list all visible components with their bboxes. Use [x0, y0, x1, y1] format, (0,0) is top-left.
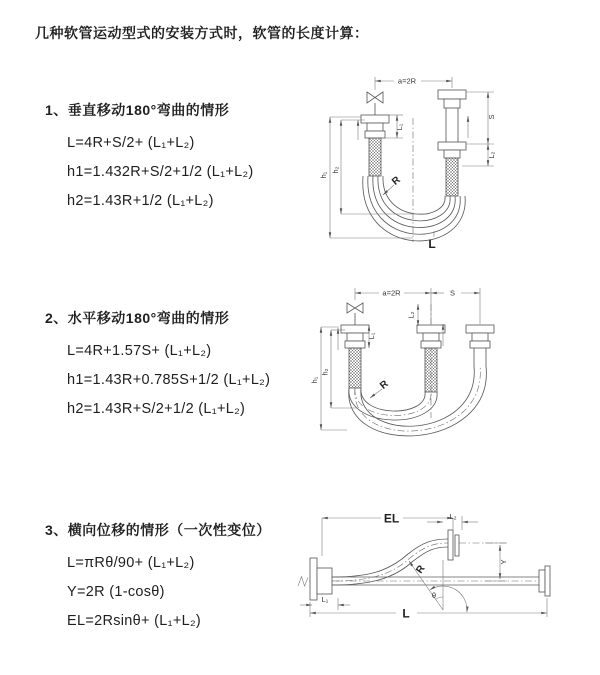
dimension-l-total — [310, 598, 547, 621]
dimension-y — [485, 543, 508, 581]
formula-line: L=4R+1.57S+ (L₁+L₂) — [67, 343, 212, 359]
dim-label-l2: L₂ — [487, 151, 496, 159]
displaced-hose-curve — [332, 539, 448, 585]
original-position-flange — [417, 325, 445, 392]
section-3-title: 横向位移的情形（一次性变位） — [67, 522, 271, 538]
dim-label-h2: h₂ — [331, 166, 340, 174]
dim-label-l2: L₂ — [406, 311, 416, 319]
formula-line: h1=1.432R+S/2+1/2 (L₁+L₂) — [67, 164, 254, 180]
dim-label-a2r: a=2R — [382, 288, 401, 298]
braided-hose-section — [349, 348, 361, 388]
dim-label-y: Y — [499, 559, 508, 565]
fixed-end-flange — [361, 92, 389, 176]
right-phantom-flange — [539, 566, 550, 596]
dim-label-l1: L₁ — [395, 123, 404, 131]
dim-label-theta: θ — [431, 591, 437, 600]
dimension-h1 — [310, 327, 347, 430]
section-2-title: 水平移动180°弯曲的情形 — [67, 310, 230, 326]
dimension-l2 — [407, 304, 419, 326]
dim-label-h1: h₁ — [319, 171, 328, 179]
section-2-formulas — [45, 337, 270, 424]
dimension-a2r — [375, 77, 452, 91]
dim-label-r: R — [390, 174, 403, 188]
fixed-end-flange — [341, 303, 369, 388]
diagram-horizontal-travel-loop — [303, 280, 600, 458]
dim-label-h2: h₂ — [320, 368, 330, 376]
dim-label-s: S — [487, 114, 496, 120]
braided-hose-section — [446, 158, 458, 196]
formula-line: EL=2Rsinθ+ (L₁+L₂) — [67, 613, 202, 629]
dim-label-el: EL — [383, 511, 400, 526]
dim-label-a2r: a=2R — [397, 76, 417, 86]
dimension-l2 — [427, 512, 478, 530]
upper-right-flange — [448, 530, 506, 560]
section-1-heading — [45, 100, 254, 120]
formula-line: h2=1.43R+1/2 (L₁+L₂) — [67, 193, 214, 209]
dimension-l1 — [300, 595, 350, 610]
dim-label-l2: L₂ — [449, 512, 457, 521]
formula-line: h1=1.43R+0.785S+1/2 (L₁+L₂) — [67, 372, 271, 388]
dimension-l2 — [462, 144, 496, 166]
dim-label-r: R — [378, 378, 391, 392]
diagram-vertical-travel-loop — [310, 70, 600, 265]
dimension-s — [431, 289, 480, 298]
section-2-number: 2、 — [45, 310, 68, 326]
valve-icon — [347, 303, 363, 313]
left-flange — [310, 558, 332, 600]
section-3 — [45, 520, 271, 636]
hose-loop-curves — [349, 366, 487, 436]
section-1-title: 垂直移动180°弯曲的情形 — [67, 102, 230, 118]
dim-label-h1: h₁ — [310, 376, 319, 384]
formula-line: L=4R+S/2+ (L₁+L₂) — [67, 135, 195, 151]
valve-icon — [367, 92, 383, 103]
length-callout — [428, 231, 435, 251]
section-1 — [45, 100, 254, 216]
dim-label-l1: L₁ — [367, 332, 376, 340]
section-1-number: 1、 — [45, 102, 68, 118]
formula-line: Y=2R (1-cosθ) — [67, 584, 165, 600]
dimension-a2r — [355, 288, 480, 324]
page-title: 几种软管运动型式的安装方式时，软管的长度计算： — [35, 25, 369, 41]
braided-hose-section — [425, 348, 437, 392]
dim-label-l1: L₁ — [321, 595, 329, 604]
braided-hose-section — [369, 138, 381, 176]
section-2 — [45, 308, 270, 424]
dim-label-r: R — [414, 563, 428, 576]
dim-label-l: L — [402, 606, 410, 621]
section-3-formulas — [45, 549, 271, 636]
moving-end-flange — [438, 90, 466, 196]
section-1-formulas — [45, 129, 254, 216]
moved-position-flange — [466, 325, 494, 366]
dim-label-s: S — [449, 288, 456, 298]
diagram-lateral-offset — [295, 498, 600, 645]
radius-callout — [383, 174, 403, 195]
formula-line: h2=1.43R+S/2+1/2 (L₁+L₂) — [67, 401, 246, 417]
radius-angle-construction — [409, 560, 467, 612]
section-3-heading — [45, 520, 271, 540]
dim-label-l-total: L — [428, 237, 436, 251]
formula-line: L=πRθ/90+ (L₁+L₂) — [67, 555, 195, 571]
section-2-heading — [45, 308, 270, 328]
section-3-number: 3、 — [45, 522, 68, 538]
centerline-break-mark — [298, 577, 308, 587]
radius-callout — [370, 378, 391, 398]
dimension-s — [466, 92, 496, 144]
